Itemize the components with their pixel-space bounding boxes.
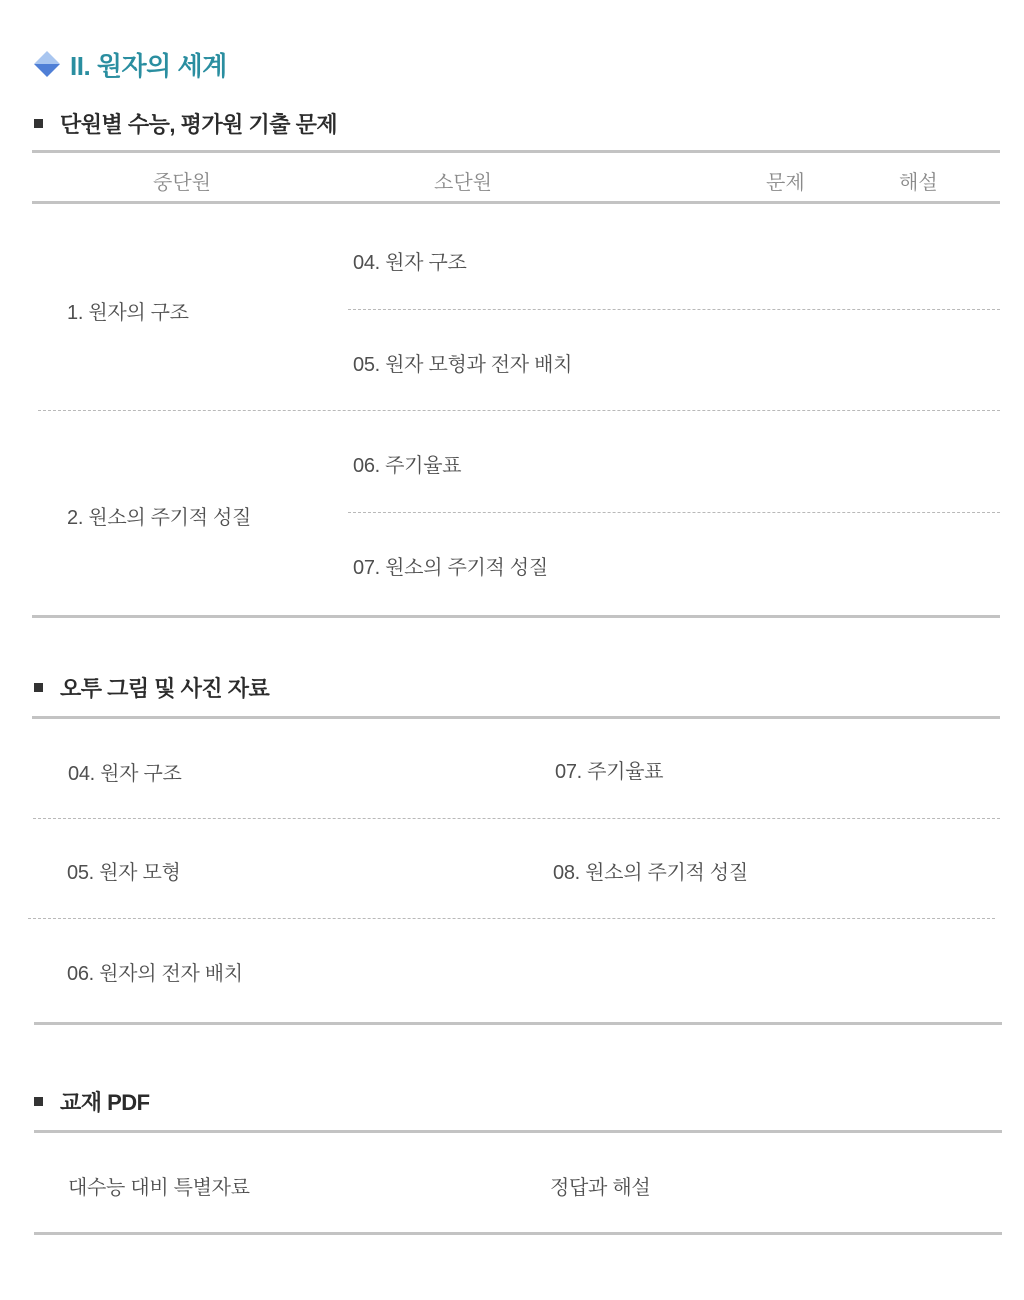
column-header-sub-unit: 소단원 [434, 172, 492, 194]
section-top-rule [32, 716, 1000, 719]
group-divider [38, 410, 1000, 411]
row-divider [348, 309, 1000, 310]
table-header-rule [32, 201, 1000, 204]
figure-link[interactable]: 05. 원자 모형 [67, 862, 181, 884]
page-title-text: II. 원자의 세계 [70, 50, 227, 81]
diamond-icon [32, 49, 62, 79]
column-header-solution: 해설 [899, 172, 938, 194]
sub-unit-link[interactable]: 05. 원자 모형과 전자 배치 [353, 354, 573, 376]
pdf-link[interactable]: 대수능 대비 특별자료 [68, 1177, 250, 1199]
table-bottom-rule [32, 615, 1000, 618]
row-divider [28, 918, 995, 919]
figure-link[interactable]: 06. 원자의 전자 배치 [67, 963, 243, 985]
square-bullet-icon [34, 683, 43, 692]
sub-unit-link[interactable]: 06. 주기율표 [353, 455, 462, 477]
section-heading-figures: 오투 그림 및 사진 자료 [34, 672, 269, 702]
pdf-link[interactable]: 정답과 해설 [550, 1177, 651, 1199]
mid-unit-label: 1. 원자의 구조 [67, 302, 189, 324]
section-heading-pdf: 교재 PDF [34, 1086, 150, 1116]
page-title [32, 46, 227, 82]
sub-unit-link[interactable]: 07. 원소의 주기적 성질 [353, 557, 548, 579]
section-bottom-rule [34, 1022, 1002, 1025]
table-top-rule [32, 150, 1000, 153]
row-divider [348, 512, 1000, 513]
figure-link[interactable]: 04. 원자 구조 [68, 763, 182, 785]
section-top-rule [34, 1130, 1002, 1133]
column-header-mid-unit: 중단원 [153, 172, 211, 194]
row-divider [33, 818, 1000, 819]
section-bottom-rule [34, 1232, 1002, 1235]
figure-link[interactable]: 07. 주기율표 [555, 761, 664, 783]
mid-unit-label: 2. 원소의 주기적 성질 [67, 507, 252, 529]
square-bullet-icon [34, 1097, 43, 1106]
column-header-problem: 문제 [766, 172, 805, 194]
square-bullet-icon [34, 119, 43, 128]
sub-unit-link[interactable]: 04. 원자 구조 [353, 252, 467, 274]
section-heading-exam-problems: 단원별 수능, 평가원 기출 문제 [34, 108, 337, 138]
figure-link[interactable]: 08. 원소의 주기적 성질 [553, 862, 748, 884]
